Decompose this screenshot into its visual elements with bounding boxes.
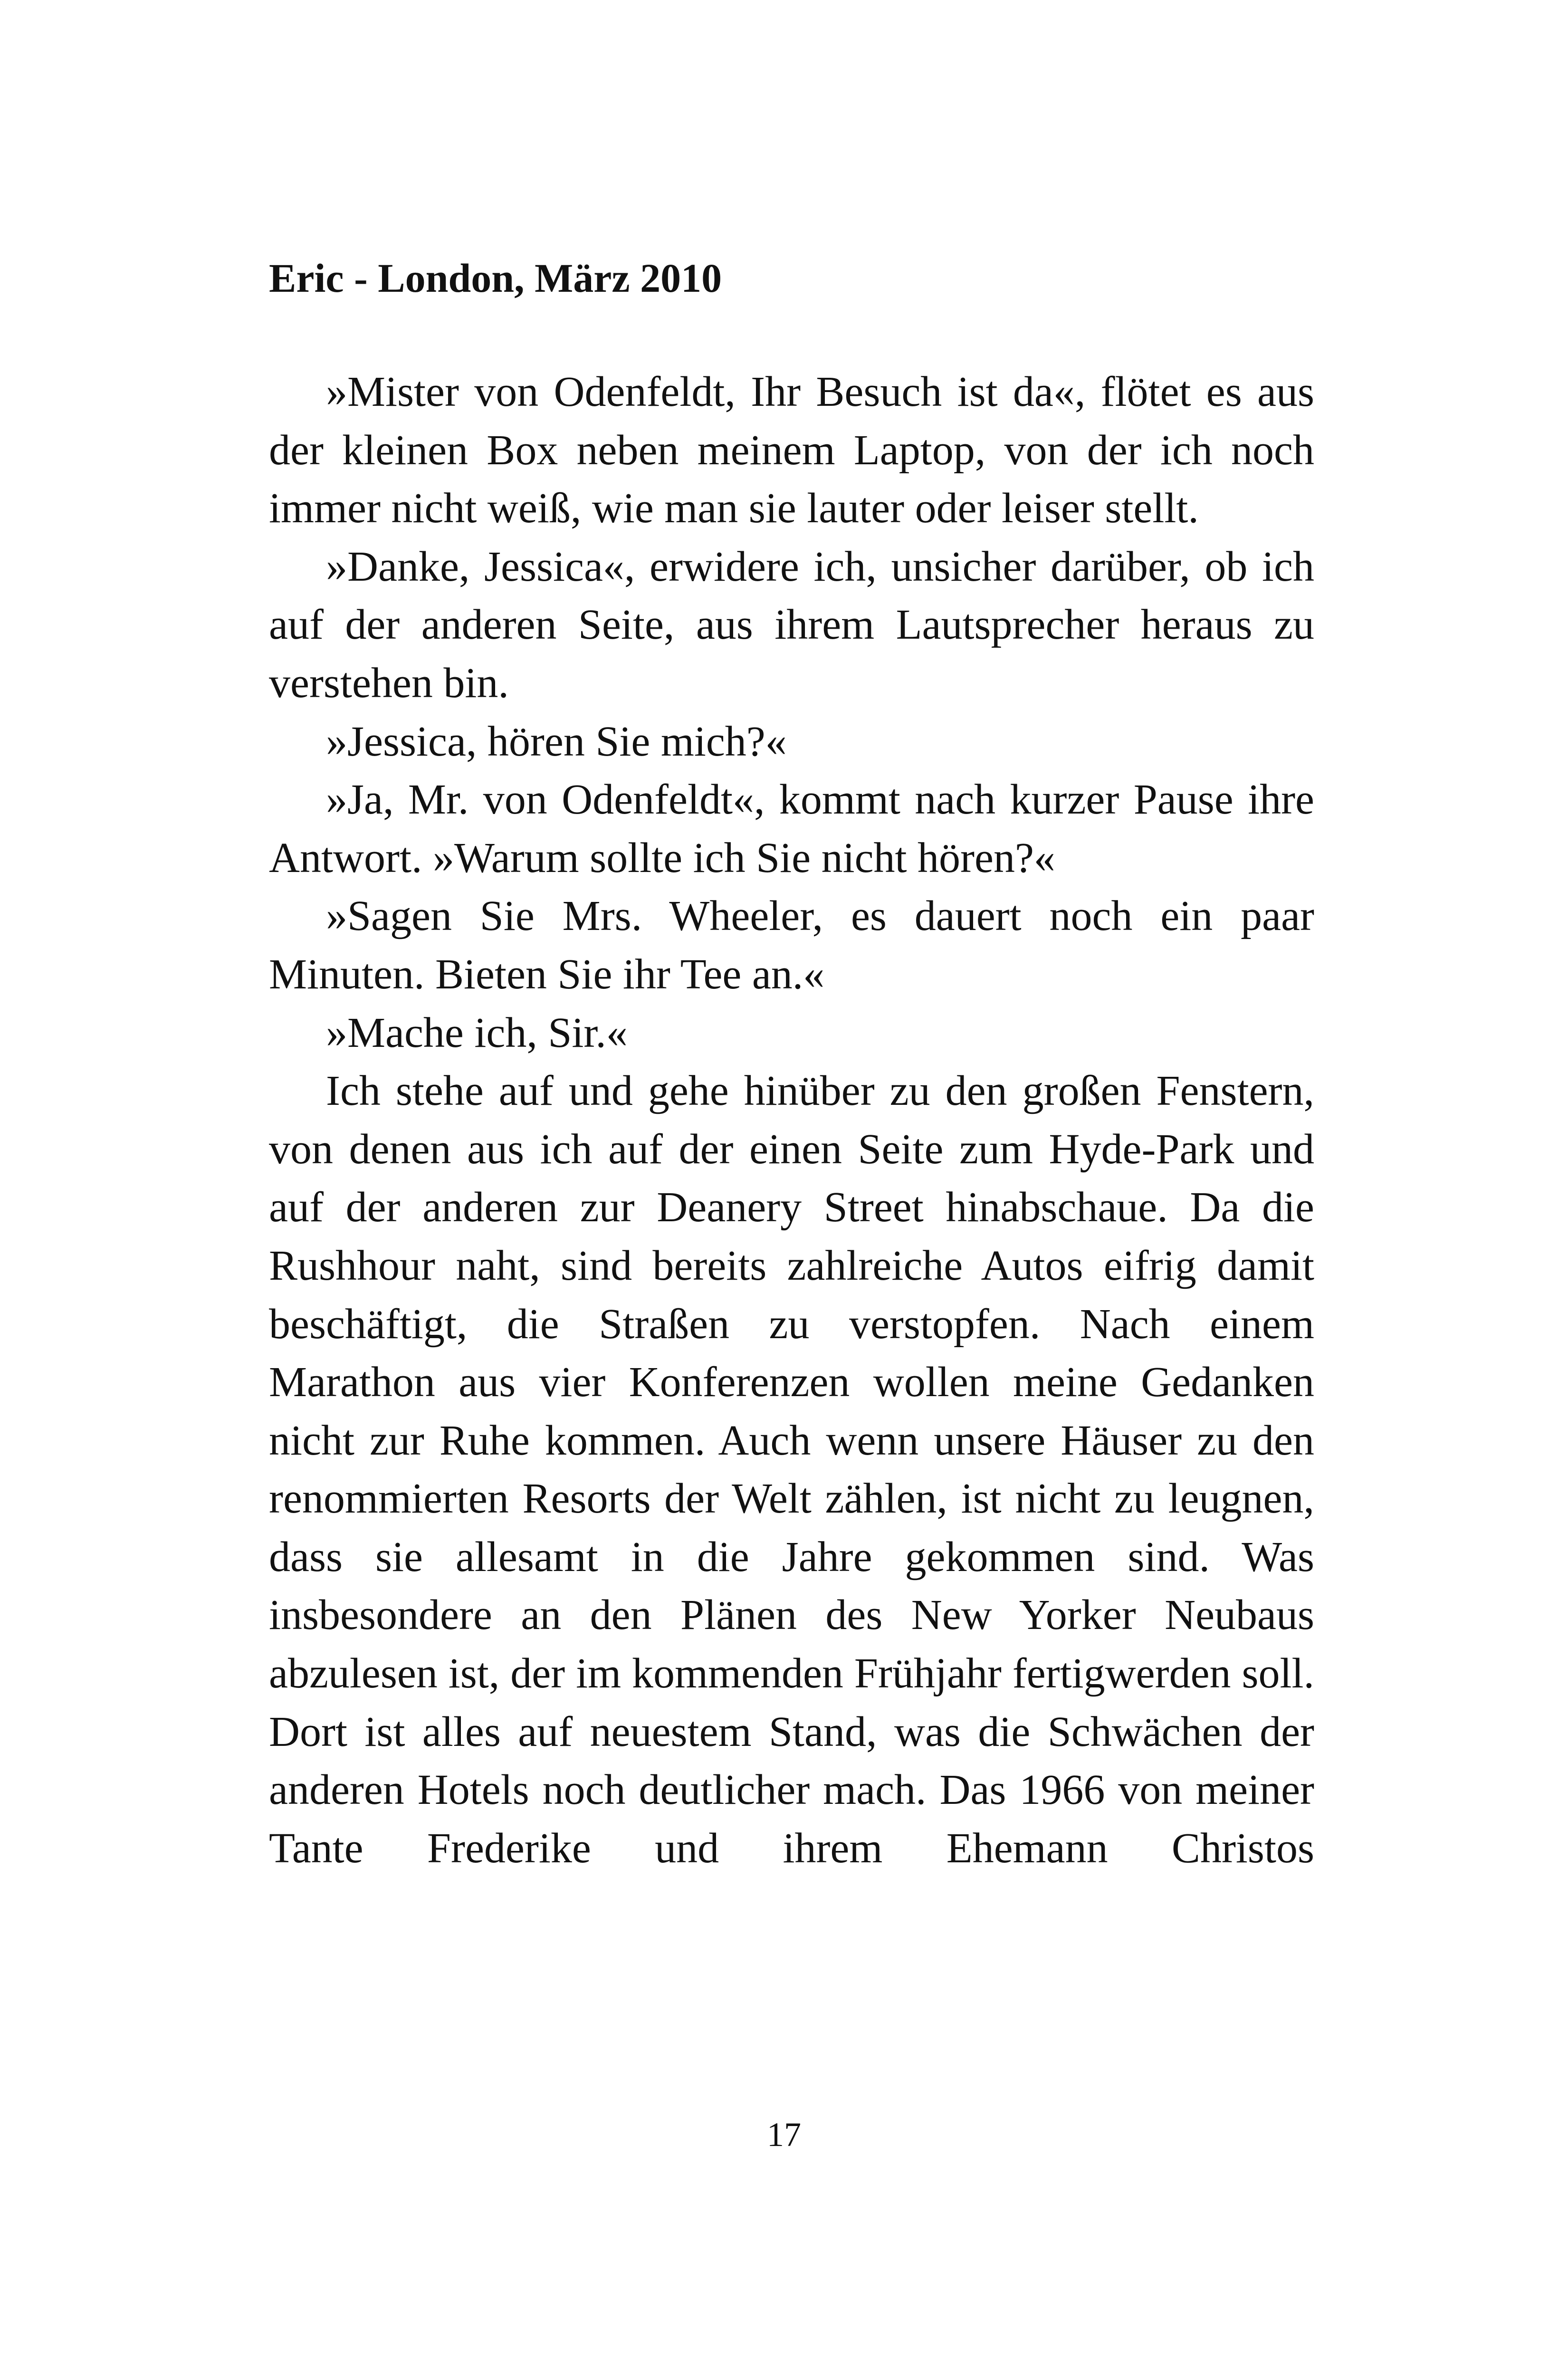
paragraph-1: »Mister von Odenfeldt, Ihr Besuch ist da«, flötet es aus der kleinen Box neben meinem Laptop, von der ich noch immer nicht weiß, wie man sie lauter oder leiser stellt. [269, 368, 1314, 532]
body-text [269, 363, 1314, 1878]
paragraph-2: »Danke, Jessica«, erwidere ich, unsicher darüber, ob ich auf der anderen Seite, aus ihrem Lautsprecher heraus zu verstehen bin. [269, 543, 1314, 707]
paragraph-6: »Mache ich, Sir.« [326, 1009, 628, 1056]
paragraph-5: »Sagen Sie Mrs. Wheeler, es dauert noch ein paar Minuten. Bieten Sie ihr Tee an.« [269, 892, 1314, 998]
paragraph-3: »Jessica, hören Sie mich?« [326, 718, 787, 765]
page-number: 17 [767, 2116, 801, 2154]
chapter-heading: Eric - London, März 2010 [269, 255, 722, 301]
paragraph-7: Ich stehe auf und gehe hinüber zu den großen Fenstern, von denen aus ich auf der einen Seite zum Hyde-Park und auf der anderen zur Deanery Street hinabschaue. Da die Rushhour naht, sind bereits zahlreiche Autos eifrig damit beschäftigt, die Straßen zu verstopfen. Nach einem Marathon aus vier Konferenzen wollen meine Gedanken nicht zur Ruhe kommen. Auch wenn unsere Häuser zu den renommierten Resorts der Welt zählen, ist nicht zu leugnen, dass sie allesamt in die Jahre gekommen sind. Was insbesondere an den Plänen des New Yorker Neubaus abzulesen ist, der im kommenden Frühjahr fertigwerden soll. Dort ist alles auf neuestem Stand, was die Schwächen der anderen Hotels noch deutlicher mach. Das 1966 von meiner Tante Frederike und ihrem Ehemann Christos [269, 1067, 1314, 1872]
paragraph-4: »Ja, Mr. von Odenfeldt«, kommt nach kurzer Pause ihre Antwort. »Warum sollte ich Sie nicht hören?« [269, 776, 1314, 881]
